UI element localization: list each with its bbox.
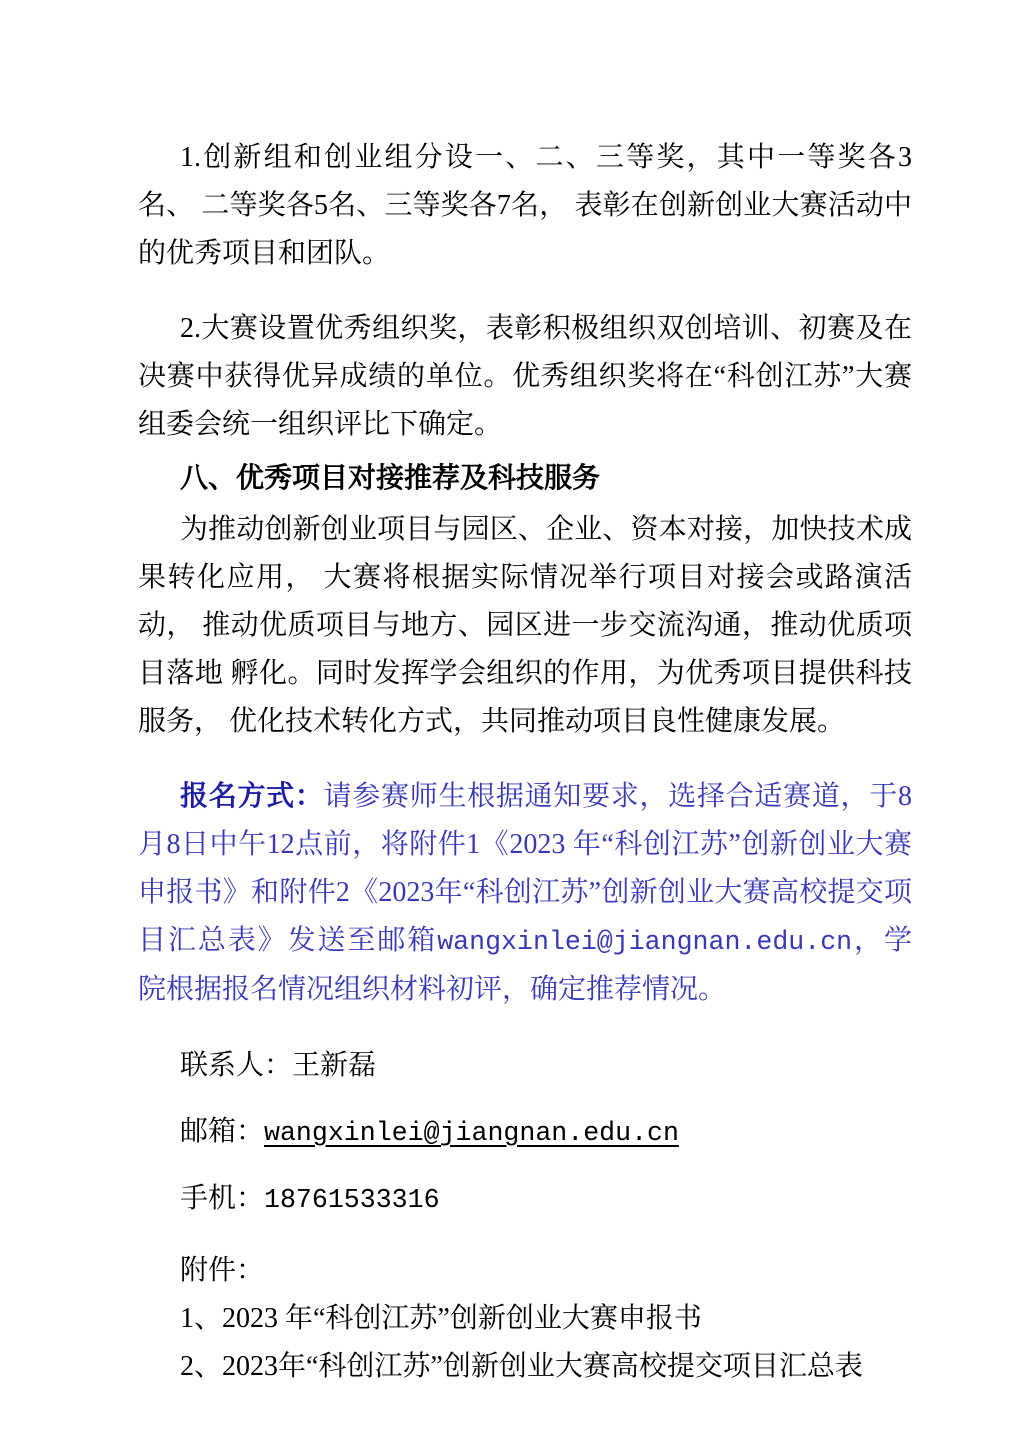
signup-method-label: 报名方式： (180, 781, 324, 812)
signup-method-text-before-email: 请参赛师生根据通知要求，选择合适赛道，于8月8日中午12点前，将附件1《2023 年“科创江苏”创新创业大赛申报书》和附件2《2023年“科创江苏”创新创业大赛高校提交项目汇总表》发送至邮箱 (138, 781, 912, 956)
signup-method-email-text: wangxinlei@jiangnan.edu.cn (437, 927, 853, 957)
paragraph-signup-method (138, 773, 912, 1014)
contact-email-link[interactable]: wangxinlei@jiangnan.edu.cn (264, 1118, 679, 1148)
contact-person-name: 王新磊 (292, 1050, 377, 1081)
contact-email-line (138, 1108, 912, 1157)
attachment-item-2: 2、2023年“科创江苏”创新创业大赛高校提交项目汇总表 (180, 1351, 863, 1382)
paragraph-project-matchmaking: 为推动创新创业项目与园区、企业、资本对接，加快技术成 果转化应用， 大赛将根据实际情况举行项目对接会或路演活动， 推动优质项目与地方、园区进一步交流沟通，推动优质项目落地 孵化。同时发挥学会组织的作用，为优秀项目提供科技服务， 优化技术转化方式，共同推动项目良性健康发展。 (138, 514, 912, 737)
contact-person-label: 联系人： (180, 1050, 293, 1081)
attachments-title: 附件： (180, 1255, 265, 1286)
contact-phone-number: 18761533316 (264, 1185, 440, 1215)
attachment-item-1: 1、2023 年“科创江苏”创新创业大赛申报书 (180, 1303, 702, 1334)
contact-email-label: 邮箱： (180, 1116, 265, 1147)
contact-phone-label: 手机： (180, 1183, 265, 1214)
signup-method-text-after-email: ，学院根据报名情况组织材料初评，确定推荐情况。 (138, 925, 912, 1005)
contact-person-line (138, 1042, 912, 1090)
paragraph-award-tiers: 1.创新组和创业组分设一、二、三等奖，其中一等奖各3名、 二等奖各5名、三等奖各7名， 表彰在创新创业大赛活动中的优秀项目和团队。 (138, 142, 912, 269)
section-heading-project-services: 八、优秀项目对接推荐及科技服务 (180, 462, 601, 493)
paragraph-organization-award: 2.大赛设置优秀组织奖，表彰积极组织双创培训、初赛及在决赛中获得优异成绩的单位。优秀组织奖将在“科创江苏”大赛组委会统一组织评比下确定。 (138, 313, 912, 440)
contact-phone-line (138, 1175, 912, 1224)
